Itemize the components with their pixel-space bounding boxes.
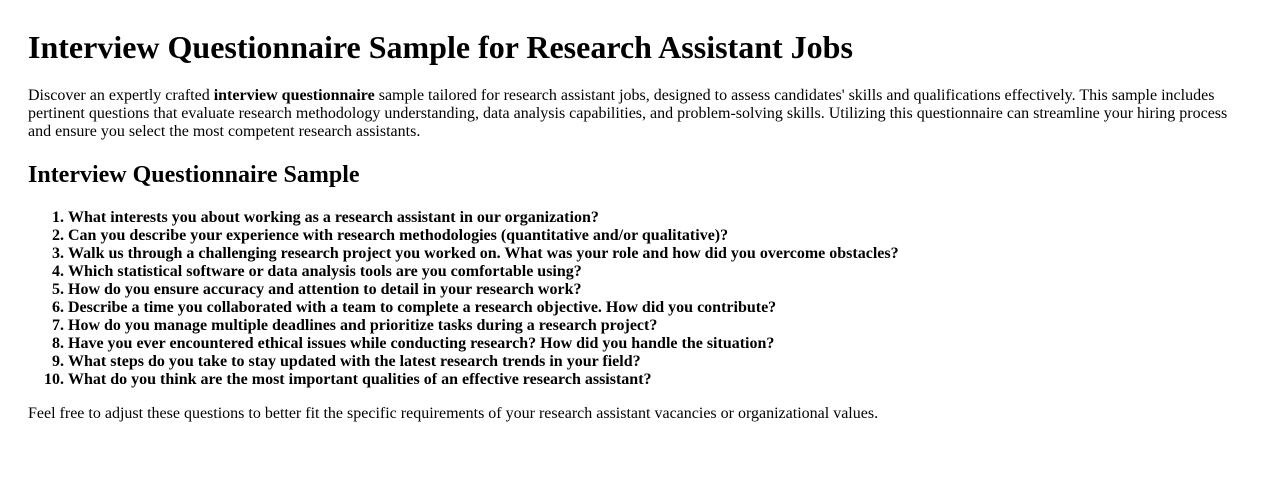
list-item: 8. Have you ever encountered ethical issues while conducting research? How did you handle the situation? — [68, 335, 1250, 353]
list-item: 6. Describe a time you collaborated with a team to complete a research objective. How did you contribute? — [68, 299, 1250, 317]
list-item: 5. How do you ensure accuracy and attention to detail in your research work? — [68, 281, 1250, 299]
list-item: 7. How do you manage multiple deadlines and prioritize tasks during a research project? — [68, 317, 1250, 335]
intro-text-before: Discover an expertly crafted — [28, 87, 214, 104]
page-title: Interview Questionnaire Sample for Research Assistant Jobs — [28, 29, 853, 65]
intro-paragraph — [28, 87, 1250, 141]
list-item: 10. What do you think are the most important qualities of an effective research assistant? — [68, 371, 1250, 389]
question-list — [28, 209, 1250, 389]
closing-paragraph: Feel free to adjust these questions to better fit the specific requirements of your research assistant vacancies or organizational values. — [28, 405, 879, 422]
list-item: 2. Can you describe your experience with research methodologies (quantitative and/or qualitative)? — [68, 227, 1250, 245]
list-item: 9. What steps do you take to stay updated with the latest research trends in your field? — [68, 353, 1250, 371]
section-title: Interview Questionnaire Sample — [28, 162, 360, 188]
intro-bold: interview questionnaire — [213, 87, 375, 104]
list-item: 4. Which statistical software or data analysis tools are you comfortable using? — [68, 263, 1250, 281]
intro-text-after: sample tailored for research assistant jobs, designed to assess candidates' skills and qualifications effectively. This sample includes pertinent questions that evaluate research methodology understanding, data analysis capabilities, and problem-solving skills. Utilizing this questionnaire can streamline your hiring process and ensure you select the most competent research assistants. — [28, 87, 1228, 140]
list-item: 3. Walk us through a challenging research project you worked on. What was your role and how did you overcome obstacles? — [68, 245, 1250, 263]
list-item: 1. What interests you about working as a research assistant in our organization? — [68, 209, 1250, 227]
